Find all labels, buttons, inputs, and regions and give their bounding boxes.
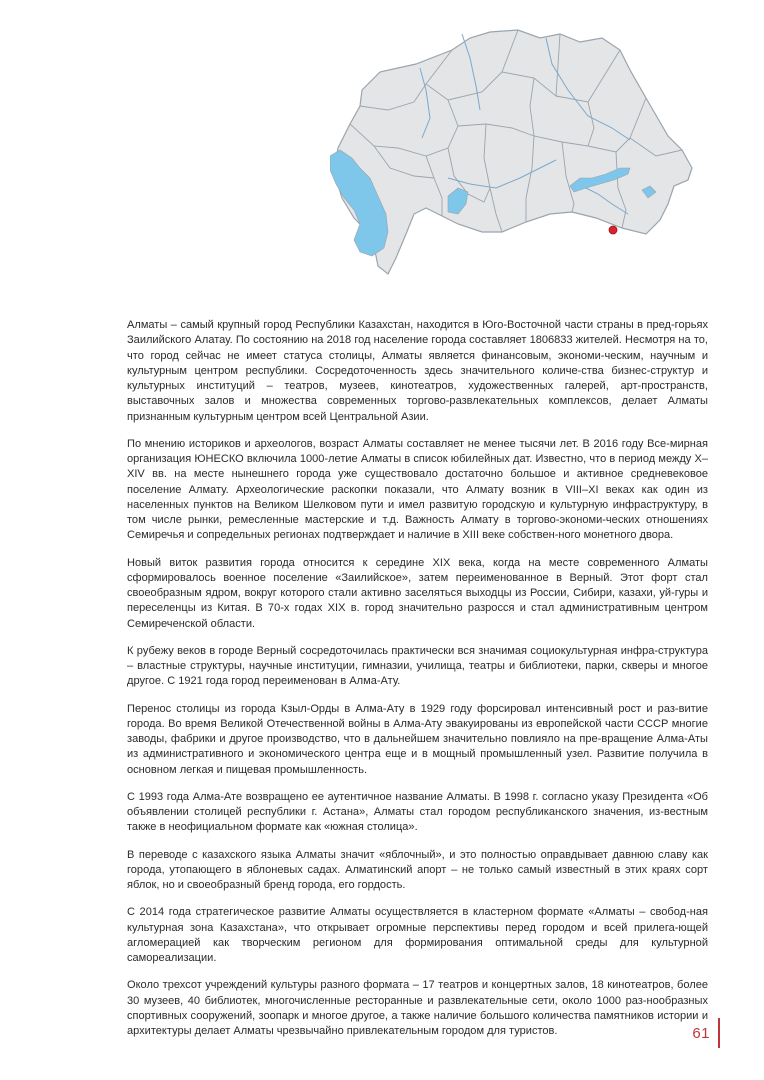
paragraph-turn-of-century: К рубежу веков в городе Верный сосредоточилась практически вся значимая социокультурная инфра-структура – властные структуры, научные институции, гимназии, училища, театры и библиотеки, парки, скверы и многое другое. С 1921 года город переименован в Алма-Ату. <box>127 644 708 688</box>
paragraph-intro: Алматы – самый крупный город Республики Казахстан, находится в Юго-Восточной части страны в пред-горьях Заилийского Алатау. По состоянию на 2018 год население города составляет 1806833 жителей. Несмотря на то, что город сейчас не имеет статуса столицы, Алматы является финансовым, экономи-ческим, научным и культурным центром республики. Сосредоточенность здесь значительного количе-ства бизнес-структур и культурных институций – театров, музеев, кинотеатров, художественных галерей, арт-пространств, выставочных залов и множества современных торгово-развлекательных комплексов, делает Алматы признанным культурным центром всей Центральной Азии. <box>127 319 708 423</box>
page-number: 61 <box>692 1024 710 1042</box>
paragraph-culture-institutions: Около трехсот учреждений культуры разного формата – 17 театров и концертных залов, 18 кинотеатров, более 30 музеев, 40 библиотек, многочисленные ресторанные и развлекательные сети, около 1000 раз-нообразных спортивных сооружений, зоопарк и многое другое, а также наличие большого количества памятников истории и архитектуры делает Алматы чрезвычайно привлекательным городом для туристов. <box>127 979 708 1037</box>
kazakhstan-map <box>330 28 702 276</box>
paragraph-apple: В переводе с казахского языка Алматы значит «яблочный», и это полностью оправдывает давнюю славу как города, утопающего в яблоневых садах. Алматинский апорт – не только самый известный в этих краях сорт яблок, но и своеобразный бренд города, его гордость. <box>127 848 708 891</box>
paragraph-verny: Новый виток развития города относится к середине XIX века, когда на месте современного Алматы сформировалось военное поселение «Заилийское», затем переименованное в Верный. Этот форт стал своеобразным ядром, вокруг которого стали активно заселяться выходцы из России, Сибири, казахи, уй-гуры и переселенцы из Китая. В 70-х годах XIX в. город значительно разросся и стал административным центром Семиреченской области. <box>127 556 708 630</box>
paragraph-capital-transfer: Перенос столицы из города Кзыл-Орды в Алма-Ату в 1929 году форсировал интенсивный рост и раз-витие города. Во время Великой Отечественной войны в Алма-Ату эвакуированы из европейской части СССР многие заводы, фабрики и другое производство, что в дальнейшем значительно повлияло на пре-вращение Алма-Аты из административного и экономического центра еще и в мощный промышленный узел. Развитие получила в основном легкая и пищевая промышленность. <box>127 702 708 776</box>
paragraph-1993-name: С 1993 года Алма-Ате возвращено ее аутентичное название Алматы. В 1998 г. согласно указу Президента «Об объявлении столицей республики г. Астана», Алматы стал городом республиканского значения, из-вестным также в неофициальном формате как «южная столица». <box>127 790 708 834</box>
paragraph-history: По мнению историков и археологов, возраст Алматы составляет не менее тысячи лет. В 2016 году Все-мирная организация ЮНЕСКО включила 1000-летие Алматы в список юбилейных дат. Известно, что в период между X–XIV вв. на месте нынешнего города уже существовало достаточно большое и активное средневековое поселение Алмату. Археологические раскопки показали, что Алмату возник в VIII–XI веках как один из населенных пунктов на Великом Шелковом пути и имел развитую городскую и культурную инфраструктуру, в том числе рынки, ремесленные мастерские и т.д. Важность Алмату в торгово-экономи-ческих отношениях Семиречья и сопредельных регионах подтверждает и наличие в XIII веке собствен-ного монетного двора. <box>127 437 708 542</box>
almaty-marker <box>609 226 617 234</box>
page-accent-bar <box>718 1018 720 1048</box>
country-outline <box>334 30 692 274</box>
page-footer <box>692 1018 720 1048</box>
paragraph-cluster: С 2014 года стратегическое развитие Алматы осуществляется в кластерном формате «Алматы – свобод-ная культурная зона Казахстана», что открывает огромные перспективы перед городом и всей прилега-ющей агломерацией как творческим регионом для формирования оптимальной среды для культурной самореализации. <box>127 906 708 964</box>
kazakhstan-map-svg <box>330 28 702 276</box>
article-body <box>127 318 708 1051</box>
